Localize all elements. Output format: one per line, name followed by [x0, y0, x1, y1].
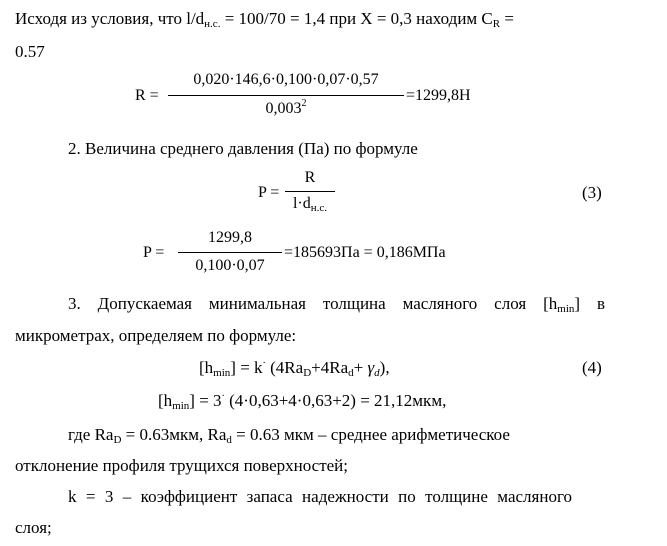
item-2: 2. Величина среднего давления (Па) по формуле [68, 139, 418, 158]
eq-r-fraction-bar [168, 95, 404, 96]
eq3-fraction-bar [285, 191, 335, 192]
eq-r-lhs: R = [135, 87, 159, 104]
eq3-lhs: P = [258, 184, 280, 201]
eq-p-fraction-bar [178, 252, 282, 253]
eq-r-result: =1299,8Н [406, 87, 471, 104]
eq4-number: (4) [582, 358, 602, 377]
eq4-formula: $[h_{min}] = k^\cdot$ $(4Ra_D+4Ra_d+ \gamma_d)$, [199, 358, 390, 379]
eq-r-denominator: 0,003$^2$ [265, 98, 307, 117]
eq4-evaluated: $[h_{min}] = 3^\cdot$ (4·0,63+4·0,63+2) = 21,12мкм, [158, 391, 447, 412]
eq-r-numerator: 0,020·146,6·0,100·0,07·0,57 [193, 71, 379, 88]
condition-line: Исходя из условия, что $l/d_{н.с.} = 100/70 = 1,4$ при Х = 0,3 находим $С_R$ = [15, 9, 514, 30]
eq3-denominator: $l\cdot d_{н.с.}$ [292, 195, 328, 214]
k-line2: слоя; [15, 518, 52, 537]
eq-p-denominator: 0,100·0,07 [195, 257, 265, 274]
eq3-numerator: R [304, 169, 316, 186]
k-line1: k = 3 – коэффициент запаса надежности по толщине масляного [68, 487, 572, 506]
where-line1: где $Ra_D = 0.63мкм$, $Ra_d = 0.63$ мкм – среднее арифметическое [68, 425, 510, 446]
eq-p-result: =185693Па = 0,186МПа [284, 244, 446, 261]
cr-value: 0.57 [15, 42, 45, 61]
item-3-line2: микрометрах, определяем по формуле: [15, 326, 297, 345]
eq-p-lhs: P = [143, 244, 165, 261]
where-line2: отклонение профиля трущихся поверхностей; [15, 456, 349, 475]
item-3-line1: 3. Допускаемая минимальная толщина масляного слоя $[h_{min}]$ в [68, 294, 605, 315]
eq3-number: (3) [582, 183, 602, 202]
eq-p-numerator: 1299,8 [208, 229, 252, 246]
